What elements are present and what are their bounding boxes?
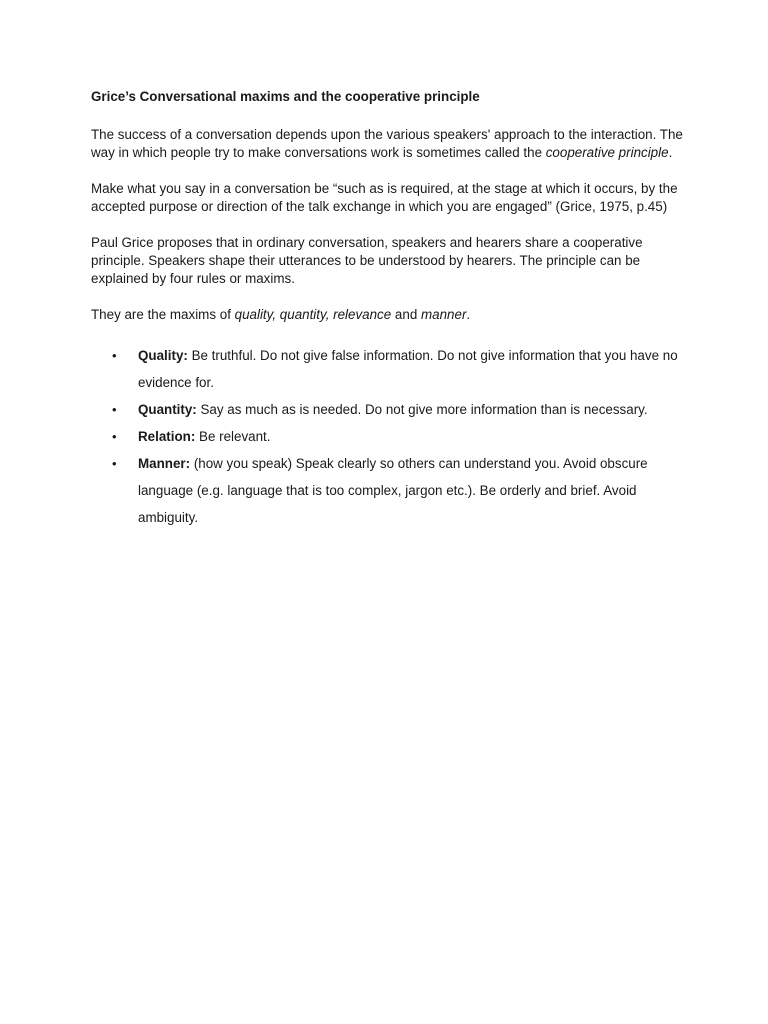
paragraph-grice-quote: Make what you say in a conversation be “such as is required, at the stage at which it occurs, by the accepted purpose or direction of the talk exchange in which you are engaged” (Grice, 1975, p.45) <box>91 181 678 214</box>
bullet-icon: • <box>112 429 117 444</box>
maxims-intro-end: . <box>466 307 471 322</box>
bullet-icon: • <box>112 456 117 471</box>
paragraph-success-text: The success of a conversation depends upon the various speakers' approach to the interaction. The way in which people try to make conversations work is sometimes called the <box>91 127 683 160</box>
maxims-intro-prefix: They are the maxims of <box>91 307 235 322</box>
bullet-icon: • <box>112 348 117 363</box>
maxims-intro-and: and <box>391 307 421 322</box>
bullet-icon: • <box>112 402 117 417</box>
paragraph-maxims-intro <box>91 306 691 324</box>
maxim-term: Manner: <box>138 456 191 471</box>
list-item-quality <box>91 342 691 396</box>
paragraph-success-end: . <box>668 145 673 160</box>
maxim-term: Quality: <box>138 348 188 363</box>
list-item-quantity <box>91 396 691 423</box>
maxim-text: Be relevant. <box>195 429 271 444</box>
maxim-text: (how you speak) Speak clearly so others can understand you. Avoid obscure language (e.g. language that is too complex, jargon etc.). Be orderly and brief. Avoid ambiguity. <box>138 456 648 525</box>
maxim-text: Be truthful. Do not give false information. Do not give information that you have no evidence for. <box>138 348 678 390</box>
list-item-manner <box>91 450 691 531</box>
document-title: Grice’s Conversational maxims and the cooperative principle <box>91 89 480 104</box>
paragraph-success <box>91 126 691 162</box>
maxim-term: Relation: <box>138 429 196 444</box>
maxim-term: Quantity: <box>138 402 197 417</box>
paragraph-paul-grice: Paul Grice proposes that in ordinary conversation, speakers and hearers share a cooperative principle. Speakers shape their utterances to be understood by hearers. The principle can be explained by four rules or maxims. <box>91 235 643 286</box>
list-item-relation <box>91 423 691 450</box>
document-body <box>91 88 691 531</box>
maxims-list <box>91 342 691 531</box>
maxims-intro-italic-list: quality, quantity, relevance <box>234 307 392 322</box>
cooperative-principle-term: cooperative principle <box>545 145 669 160</box>
maxims-intro-manner: manner <box>421 307 467 322</box>
maxim-text: Say as much as is needed. Do not give more information than is necessary. <box>196 402 648 417</box>
